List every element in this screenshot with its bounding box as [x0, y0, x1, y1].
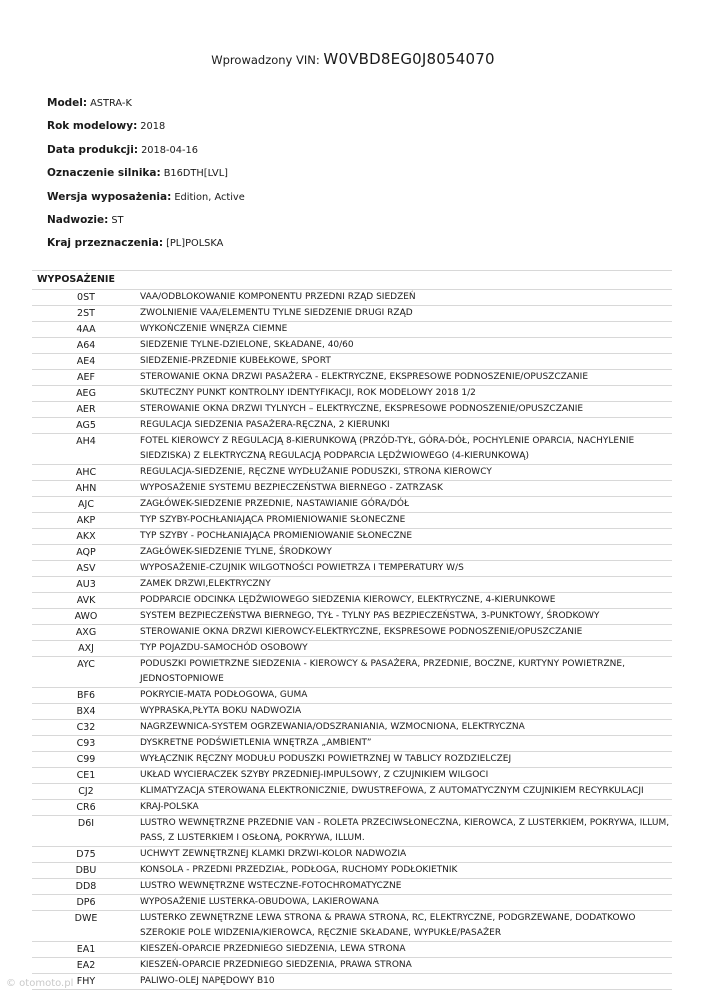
equipment-code: AH4	[76, 436, 96, 447]
table-row	[32, 752, 672, 768]
table-row	[32, 942, 672, 958]
table-row	[32, 354, 672, 370]
table-row	[32, 322, 672, 338]
equipment-code: 4AA	[76, 324, 96, 335]
equipment-code: AXJ	[78, 643, 94, 654]
equipment-description: POKRYCIE-MATA PODŁOGOWA, GUMA	[140, 690, 308, 700]
equipment-code: AKX	[76, 531, 96, 542]
table-row	[32, 386, 672, 402]
equipment-code: ASV	[76, 563, 96, 574]
equipment-description: KIESZEŃ-OPARCIE PRZEDNIEGO SIEDZENIA, LEWA STRONA	[140, 944, 406, 954]
info-row	[47, 96, 245, 119]
table-row	[32, 768, 672, 784]
equipment-code: AJC	[78, 499, 94, 510]
equipment-code: C32	[76, 722, 96, 733]
info-value: 2018	[140, 121, 166, 133]
vin-label: Wprowadzony VIN:	[211, 53, 320, 67]
table-row	[32, 688, 672, 704]
table-row	[32, 800, 672, 816]
info-value: Edition, Active	[174, 191, 245, 203]
info-label: Rok modelowy:	[47, 120, 138, 133]
equipment-code: DP6	[76, 897, 96, 908]
equipment-code: 0ST	[77, 292, 95, 303]
info-value: 2018-04-16	[141, 144, 199, 156]
table-row	[32, 816, 672, 847]
table-row	[32, 593, 672, 609]
equipment-table	[32, 270, 672, 990]
equipment-description: NAGRZEWNICA-SYSTEM OGRZEWANIA/ODSZRANIANIA, WZMOCNIONA, ELEKTRYCZNA	[140, 722, 525, 732]
equipment-code: DBU	[75, 865, 97, 876]
equipment-description: STEROWANIE OKNA DRZWI PASAŻERA - ELEKTRYCZNE, EKSPRESOWE PODNOSZENIE/OPUSZCZANIE	[140, 372, 589, 382]
table-row	[32, 529, 672, 545]
equipment-description: WYPOSAŻENIE-CZUJNIK WILGOTNOŚCI POWIETRZA I TEMPERATURY W/S	[140, 563, 464, 573]
equipment-description: LUSTRO WEWNĘTRZNE PRZEDNIE VAN - ROLETA PRZECIWSŁONECZNA, KIEROWCA, Z LUSTERKIEM, POKRYWA, ILLUM, PASS, Z LUSTERKIEM I OSŁONĄ, POKRYWA, ILLUM.	[140, 818, 670, 843]
equipment-description: FOTEL KIEROWCY Z REGULACJĄ 8-KIERUNKOWĄ (PRZÓD-TYŁ, GÓRA-DÓŁ, POCHYLENIE OPARCIA, NACHYLENIE SIEDZISKA) Z ELEKTRYCZNĄ REGULACJĄ PODPARCIA LĘDŹWIOWEGO (4-KIERUNKOWĄ)	[140, 436, 635, 461]
equipment-code: AU3	[76, 579, 96, 590]
equipment-code: CJ2	[78, 786, 94, 797]
info-row	[47, 190, 245, 213]
equipment-code: AE4	[76, 356, 96, 367]
info-row	[47, 236, 245, 259]
equipment-code: BF6	[76, 690, 96, 701]
table-row	[32, 481, 672, 497]
vin-line	[0, 50, 706, 68]
equipment-description: WYŁĄCZNIK RĘCZNY MODUŁU PODUSZKI POWIETRZNEJ W TABLICY ROZDZIELCZEJ	[140, 754, 512, 764]
table-row	[32, 704, 672, 720]
watermark: © otomoto.pl	[6, 978, 74, 989]
table-row	[32, 974, 672, 990]
equipment-code: AXG	[75, 627, 97, 638]
table-row	[32, 784, 672, 800]
equipment-code: EA2	[76, 960, 96, 971]
table-row	[32, 434, 672, 465]
info-row	[47, 143, 245, 166]
info-label: Nadwozie:	[47, 213, 109, 226]
info-label: Wersja wyposażenia:	[47, 190, 172, 203]
equipment-description: UCHWYT ZEWNĘTRZNEJ KLAMKI DRZWI-KOLOR NADWOZIA	[140, 849, 407, 859]
info-row	[47, 166, 245, 189]
equipment-description: SYSTEM BEZPIECZEŃSTWA BIERNEGO, TYŁ - TYLNY PAS BEZPIECZEŃSTWA, 3-PUNKTOWY, ŚRODKOWY	[140, 611, 600, 621]
equipment-code: CR6	[76, 802, 96, 813]
equipment-description: ZAGŁÓWEK-SIEDZENIE TYLNE, ŚRODKOWY	[140, 547, 332, 557]
equipment-code: C99	[76, 754, 96, 765]
equipment-code: AEG	[76, 388, 96, 399]
info-row	[47, 119, 245, 142]
equipment-code: D75	[76, 849, 96, 860]
table-row	[32, 847, 672, 863]
equipment-description: ZWOLNIENIE VAA/ELEMENTU TYLNE SIEDZENIE DRUGI RZĄD	[140, 308, 413, 318]
equipment-description: ZAGŁÓWEK-SIEDZENIE PRZEDNIE, NASTAWIANIE GÓRA/DÓŁ	[140, 499, 410, 509]
table-row	[32, 863, 672, 879]
table-row	[32, 577, 672, 593]
table-row	[32, 657, 672, 688]
equipment-description: TYP SZYBY - POCHŁANIAJĄCA PROMIENIOWANIE SŁONECZNE	[140, 531, 413, 541]
table-row	[32, 561, 672, 577]
table-row	[32, 290, 672, 306]
equipment-description: WYPOSAŻENIE LUSTERKA-OBUDOWA, LAKIEROWANA	[140, 897, 379, 907]
equipment-description: VAA/ODBLOKOWANIE KOMPONENTU PRZEDNI RZĄD SIEDZEŃ	[140, 292, 416, 302]
equipment-code: AG5	[76, 420, 96, 431]
table-row	[32, 879, 672, 895]
equipment-code: AHC	[75, 467, 97, 478]
info-value: ST	[111, 214, 124, 226]
table-row	[32, 609, 672, 625]
table-row	[32, 958, 672, 974]
info-value: B16DTH[LVL]	[163, 168, 228, 180]
equipment-code: EA1	[76, 944, 96, 955]
table-row	[32, 911, 672, 942]
equipment-description: WYPOSAŻENIE SYSTEMU BEZPIECZEŃSTWA BIERNEGO - ZATRZASK	[140, 483, 443, 493]
table-row	[32, 497, 672, 513]
info-label: Oznaczenie silnika:	[47, 167, 161, 180]
equipment-code: AVK	[76, 595, 96, 606]
info-value: ASTRA-K	[90, 98, 132, 109]
equipment-description: PALIWO-OLEJ NAPĘDOWY B10	[140, 976, 275, 986]
equipment-description: PODPARCIE ODCINKA LĘDŹWIOWEGO SIEDZENIA KIEROWCY, ELEKTRYCZNE, 4-KIERUNKOWE	[140, 595, 556, 605]
equipment-description: TYP SZYBY-POCHŁANIAJĄCA PROMIENIOWANIE SŁONECZNE	[140, 515, 406, 525]
equipment-description: LUSTERKO ZEWNĘTRZNE LEWA STRONA & PRAWA STRONA, RC, ELEKTRYCZNE, PODGRZEWANE, DODATKOWO SZEROKIE POLE WIDZENIA/KIEROWCA, RĘCZNIE SKŁADANE, WYPUKŁE/PASAŻER	[140, 913, 636, 938]
equipment-description: KLIMATYZACJA STEROWANA ELEKTRONICZNIE, DWUSTREFOWA, Z AUTOMATYCZNYM CZUJNIKIEM RECYRKULACJI	[140, 786, 644, 796]
equipment-code: C93	[76, 738, 96, 749]
equipment-description: ZAMEK DRZWI,ELEKTRYCZNY	[140, 579, 271, 589]
info-label: Data produkcji:	[47, 143, 139, 156]
table-row	[32, 306, 672, 322]
vin-value: W0VBD8EG0J8054070	[323, 50, 495, 68]
equipment-code: AEF	[77, 372, 95, 383]
table-row	[32, 736, 672, 752]
table-row	[32, 418, 672, 434]
equipment-description: DYSKRETNE PODŚWIETLENIA WNĘTRZA „AMBIENT”	[140, 738, 372, 748]
equipment-description: TYP POJAZDU-SAMOCHÓD OSOBOWY	[140, 643, 308, 653]
equipment-code: 2ST	[77, 308, 95, 319]
equipment-description: STEROWANIE OKNA DRZWI TYLNYCH – ELEKTRYCZNE, EKSPRESOWE PODNOSZENIE/OPUSZCZANIE	[140, 404, 584, 414]
equipment-description: SIEDZENIE TYLNE-DZIELONE, SKŁADANE, 40/60	[140, 340, 354, 350]
equipment-code: AQP	[76, 547, 96, 558]
equipment-description: WYPRASKA,PŁYTA BOKU NADWOZIA	[140, 706, 302, 716]
table-row	[32, 895, 672, 911]
equipment-description: PODUSZKI POWIETRZNE SIEDZENIA - KIEROWCY & PASAŻERA, PRZEDNIE, BOCZNE, KURTYNY POWIETRZNE, JEDNOSTOPNIOWE	[140, 659, 625, 684]
equipment-description: SKUTECZNY PUNKT KONTROLNY IDENTYFIKACJI, ROK MODELOWY 2018 1/2	[140, 388, 476, 398]
equipment-code: FHY	[76, 976, 96, 987]
equipment-description: KIESZEŃ-OPARCIE PRZEDNIEGO SIEDZENIA, PRAWA STRONA	[140, 960, 412, 970]
equipment-header: WYPOSAŻENIE	[32, 270, 672, 290]
equipment-description: UKŁAD WYCIERACZEK SZYBY PRZEDNIEJ-IMPULSOWY, Z CZUJNIKIEM WILGOCI	[140, 770, 489, 780]
equipment-rows	[32, 290, 672, 990]
equipment-code: AER	[76, 404, 96, 415]
info-value: [PL]POLSKA	[166, 238, 224, 250]
table-row	[32, 625, 672, 641]
equipment-description: REGULACJA SIEDZENIA PASAŻERA-RĘCZNA, 2 KIERUNKI	[140, 420, 390, 430]
equipment-description: KRAJ-POLSKA	[140, 802, 199, 812]
info-label: Kraj przeznaczenia:	[47, 237, 164, 250]
equipment-code: BX4	[76, 706, 96, 717]
table-row	[32, 402, 672, 418]
table-row	[32, 720, 672, 736]
table-row	[32, 465, 672, 481]
equipment-code: AYC	[77, 659, 95, 670]
equipment-description: SIEDZENIE-PRZEDNIE KUBEŁKOWE, SPORT	[140, 356, 331, 366]
table-row	[32, 545, 672, 561]
equipment-code: A64	[76, 340, 96, 351]
equipment-code: AHN	[75, 483, 97, 494]
info-row	[47, 213, 245, 236]
equipment-code: AWO	[74, 611, 98, 622]
equipment-description: WYKOŃCZENIE WNĘRZA CIEMNE	[140, 324, 288, 334]
equipment-code: DD8	[75, 881, 97, 892]
equipment-description: LUSTRO WEWNĘTRZNE WSTECZNE-FOTOCHROMATYCZNE	[140, 881, 402, 891]
table-row	[32, 338, 672, 354]
equipment-description: REGULACJA-SIEDZENIE, RĘCZNE WYDŁUŻANIE PODUSZKI, STRONA KIEROWCY	[140, 467, 492, 477]
equipment-code: CE1	[76, 770, 96, 781]
table-row	[32, 513, 672, 529]
equipment-description: KONSOLA - PRZEDNI PRZEDZIAŁ, PODŁOGA, RUCHOMY PODŁOKIETNIK	[140, 865, 458, 875]
equipment-code: D6I	[77, 818, 95, 829]
equipment-description: STEROWANIE OKNA DRZWI KIEROWCY-ELEKTRYCZNE, EKSPRESOWE PODNOSZENIE/OPUSZCZANIE	[140, 627, 583, 637]
equipment-code: DWE	[74, 913, 98, 924]
vehicle-info	[47, 96, 245, 260]
info-label: Model:	[47, 97, 88, 109]
table-row	[32, 370, 672, 386]
equipment-code: AKP	[76, 515, 96, 526]
table-row	[32, 641, 672, 657]
